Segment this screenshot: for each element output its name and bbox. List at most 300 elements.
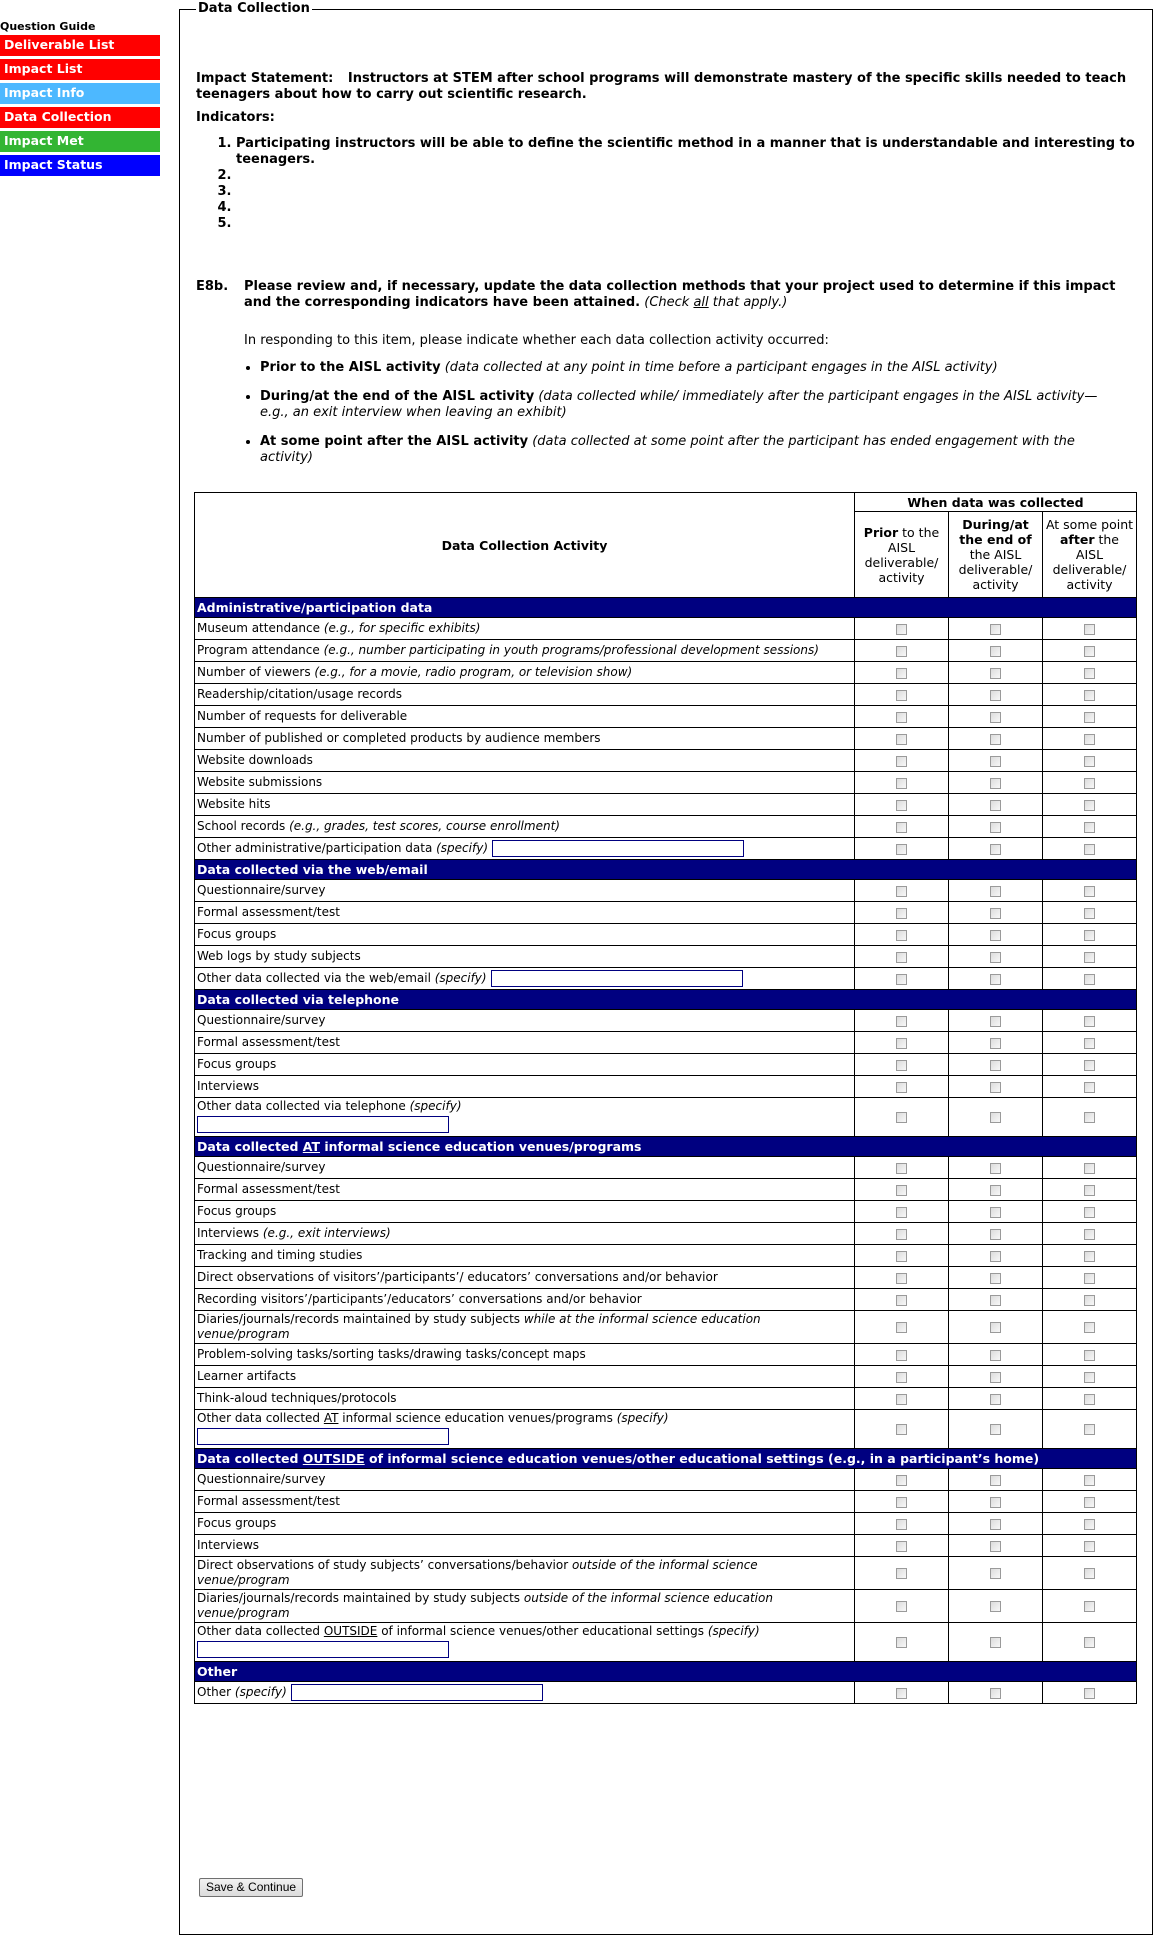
checkbox-prior[interactable] <box>896 1475 907 1486</box>
checkbox-cell-after <box>1043 902 1137 924</box>
checkbox-cell-prior <box>855 1513 949 1535</box>
checkbox-after[interactable] <box>1084 1207 1095 1218</box>
checkbox-prior[interactable] <box>896 1082 907 1093</box>
table-row <box>195 1010 1137 1032</box>
table-row <box>195 1201 1137 1223</box>
checkbox-cell-after <box>1043 684 1137 706</box>
activity-label: School records (e.g., grades, test scores, course enrollment) <box>195 816 855 838</box>
activity-label: Focus groups <box>195 1054 855 1076</box>
checkbox-cell-after <box>1043 880 1137 902</box>
checkbox-cell-during <box>949 1513 1043 1535</box>
checkbox-cell-after <box>1043 1623 1137 1662</box>
checkbox-prior[interactable] <box>896 844 907 855</box>
activity-label: Direct observations of study subjects’ conversations/behavior outside of the informal science venue/program <box>195 1557 855 1590</box>
activity-label: Interviews <box>195 1535 855 1557</box>
activity-label: Interviews <box>195 1076 855 1098</box>
checkbox-during[interactable] <box>990 974 1001 985</box>
checkbox-cell-during <box>949 1410 1043 1449</box>
checkbox-cell-prior <box>855 1098 949 1137</box>
activity-label: Other data collected OUTSIDE of informal science venues/other educational settings (specify) <box>195 1623 855 1662</box>
checkbox-prior[interactable] <box>896 668 907 679</box>
checkbox-prior[interactable] <box>896 646 907 657</box>
checkbox-cell-after <box>1043 618 1137 640</box>
table-row <box>195 1267 1137 1289</box>
checkbox-cell-prior <box>855 1201 949 1223</box>
checkbox-after[interactable] <box>1084 690 1095 701</box>
table-row <box>195 1054 1137 1076</box>
checkbox-during[interactable] <box>990 844 1001 855</box>
checkbox-during[interactable] <box>990 1082 1001 1093</box>
checkbox-during[interactable] <box>990 1372 1001 1383</box>
checkbox-cell-prior <box>855 1410 949 1449</box>
checkbox-during[interactable] <box>990 668 1001 679</box>
checkbox-cell-during <box>949 1344 1043 1366</box>
table-row <box>195 816 1137 838</box>
checkbox-after[interactable] <box>1084 1688 1095 1699</box>
question-e8b <box>196 279 1136 479</box>
checkbox-after[interactable] <box>1084 1497 1095 1508</box>
checkbox-after[interactable] <box>1084 1251 1095 1262</box>
checkbox-cell-prior <box>855 838 949 860</box>
checkbox-prior[interactable] <box>896 1637 907 1648</box>
checkbox-after[interactable] <box>1084 646 1095 657</box>
checkbox-cell-after <box>1043 838 1137 860</box>
section-header-row <box>195 1137 1137 1157</box>
checkbox-during[interactable] <box>990 734 1001 745</box>
checkbox-prior[interactable] <box>896 1519 907 1530</box>
checkbox-cell-after <box>1043 1201 1137 1223</box>
checkbox-during[interactable] <box>990 1163 1001 1174</box>
question-guide-sidebar <box>0 20 165 176</box>
table-row <box>195 1157 1137 1179</box>
checkbox-cell-prior <box>855 684 949 706</box>
checkbox-cell-during <box>949 1311 1043 1344</box>
checkbox-cell-after <box>1043 1245 1137 1267</box>
checkbox-prior[interactable] <box>896 1322 907 1333</box>
activity-label: Questionnaire/survey <box>195 1469 855 1491</box>
checkbox-prior[interactable] <box>896 1350 907 1361</box>
checkbox-cell-during <box>949 794 1043 816</box>
checkbox-cell-after <box>1043 1010 1137 1032</box>
checkbox-cell-prior <box>855 794 949 816</box>
checkbox-prior[interactable] <box>896 1424 907 1435</box>
activity-label: Focus groups <box>195 1201 855 1223</box>
table-row <box>195 1245 1137 1267</box>
checkbox-cell-after <box>1043 1179 1137 1201</box>
checkbox-cell-prior <box>855 1557 949 1590</box>
checkbox-cell-after <box>1043 1157 1137 1179</box>
table-row <box>195 772 1137 794</box>
checkbox-prior[interactable] <box>896 1601 907 1612</box>
checkbox-cell-during <box>949 1682 1043 1704</box>
checkbox-cell-after <box>1043 728 1137 750</box>
checkbox-prior[interactable] <box>896 1273 907 1284</box>
section-header-row <box>195 1449 1137 1469</box>
checkbox-during[interactable] <box>990 1601 1001 1612</box>
table-row <box>195 794 1137 816</box>
checkbox-during[interactable] <box>990 1688 1001 1699</box>
checkbox-prior[interactable] <box>896 1541 907 1552</box>
checkbox-prior[interactable] <box>896 1251 907 1262</box>
checkbox-prior[interactable] <box>896 822 907 833</box>
specify-input[interactable] <box>197 1428 449 1445</box>
checkbox-prior[interactable] <box>896 1185 907 1196</box>
checkbox-after[interactable] <box>1084 778 1095 789</box>
checkbox-cell-prior <box>855 1179 949 1201</box>
checkbox-prior[interactable] <box>896 1497 907 1508</box>
checkbox-during[interactable] <box>990 646 1001 657</box>
sidebar-item-deliverable-list[interactable]: Deliverable List <box>0 35 160 56</box>
checkbox-cell-after <box>1043 1513 1137 1535</box>
checkbox-cell-during <box>949 880 1043 902</box>
checkbox-during[interactable] <box>990 624 1001 635</box>
checkbox-cell-prior <box>855 1590 949 1623</box>
section-header-row <box>195 598 1137 618</box>
checkbox-cell-during <box>949 1289 1043 1311</box>
checkbox-during[interactable] <box>990 1394 1001 1405</box>
specify-input[interactable] <box>197 1641 449 1658</box>
sidebar-item-impact-info[interactable]: Impact Info <box>0 83 160 104</box>
checkbox-cell-prior <box>855 618 949 640</box>
activity-label: Formal assessment/test <box>195 902 855 924</box>
checkbox-prior[interactable] <box>896 930 907 941</box>
checkbox-during[interactable] <box>990 1497 1001 1508</box>
checkbox-prior[interactable] <box>896 1295 907 1306</box>
checkbox-prior[interactable] <box>896 1207 907 1218</box>
activity-label: Web logs by study subjects <box>195 946 855 968</box>
table-row <box>195 618 1137 640</box>
checkbox-cell-prior <box>855 1311 949 1344</box>
checkbox-after[interactable] <box>1084 1163 1095 1174</box>
indicators-title: Indicators: <box>196 110 275 125</box>
checkbox-cell-during <box>949 728 1043 750</box>
sidebar-item-data-collection[interactable]: Data Collection <box>0 107 160 128</box>
checkbox-after[interactable] <box>1084 1082 1095 1093</box>
checkbox-cell-after <box>1043 772 1137 794</box>
checkbox-prior[interactable] <box>896 908 907 919</box>
checkbox-cell-prior <box>855 750 949 772</box>
checkbox-during[interactable] <box>990 1060 1001 1071</box>
specify-input[interactable] <box>291 1684 543 1701</box>
checkbox-cell-after <box>1043 1311 1137 1344</box>
checkbox-prior[interactable] <box>896 1688 907 1699</box>
checkbox-cell-during <box>949 1388 1043 1410</box>
checkbox-during[interactable] <box>990 1251 1001 1262</box>
checkbox-after[interactable] <box>1084 756 1095 767</box>
section-header-row <box>195 1662 1137 1682</box>
sidebar-item-impact-list[interactable]: Impact List <box>0 59 160 80</box>
checkbox-cell-during <box>949 946 1043 968</box>
checkbox-cell-during <box>949 816 1043 838</box>
sidebar-title: Question Guide <box>0 20 96 33</box>
checkbox-after[interactable] <box>1084 1475 1095 1486</box>
checkbox-cell-during <box>949 1098 1043 1137</box>
table-row <box>195 662 1137 684</box>
checkbox-prior[interactable] <box>896 974 907 985</box>
checkbox-prior[interactable] <box>896 1112 907 1123</box>
checkbox-after[interactable] <box>1084 974 1095 985</box>
table-row <box>195 968 1137 990</box>
checkbox-during[interactable] <box>990 778 1001 789</box>
checkbox-after[interactable] <box>1084 1541 1095 1552</box>
checkbox-during[interactable] <box>990 930 1001 941</box>
table-body <box>195 598 1137 1704</box>
sidebar-item-impact-status[interactable]: Impact Status <box>0 155 160 176</box>
checkbox-during[interactable] <box>990 1112 1001 1123</box>
checkbox-cell-during <box>949 1245 1043 1267</box>
checkbox-during[interactable] <box>990 1350 1001 1361</box>
indicators-list <box>196 136 1136 232</box>
table-row <box>195 1311 1137 1344</box>
save-continue-button[interactable]: Save & Continue <box>199 1878 303 1897</box>
checkbox-cell-prior <box>855 1076 949 1098</box>
checkbox-after[interactable] <box>1084 1016 1095 1027</box>
checkbox-after[interactable] <box>1084 1322 1095 1333</box>
checkbox-after[interactable] <box>1084 908 1095 919</box>
column-header-prior: Prior to the AISL deliverable/ activity <box>855 512 949 598</box>
checkbox-cell-after <box>1043 1289 1137 1311</box>
table-row <box>195 924 1137 946</box>
activity-label: Diaries/journals/records maintained by study subjects outside of the informal science education venue/program <box>195 1590 855 1623</box>
checkbox-cell-prior <box>855 1623 949 1662</box>
timing-definitions-list <box>244 360 1124 466</box>
checkbox-cell-after <box>1043 1535 1137 1557</box>
checkbox-after[interactable] <box>1084 1372 1095 1383</box>
checkbox-after[interactable] <box>1084 1038 1095 1049</box>
checkbox-prior[interactable] <box>896 1229 907 1240</box>
checkbox-cell-after <box>1043 1469 1137 1491</box>
checkbox-prior[interactable] <box>896 1568 907 1579</box>
checkbox-cell-during <box>949 618 1043 640</box>
checkbox-during[interactable] <box>990 1016 1001 1027</box>
specify-input[interactable] <box>197 1116 449 1133</box>
checkbox-during[interactable] <box>990 1541 1001 1552</box>
question-hint: (Check all that apply.) <box>644 295 788 310</box>
checkbox-after[interactable] <box>1084 1295 1095 1306</box>
activity-label: Think-aloud techniques/protocols <box>195 1388 855 1410</box>
impact-statement <box>196 71 1136 103</box>
checkbox-cell-during <box>949 706 1043 728</box>
checkbox-cell-after <box>1043 1491 1137 1513</box>
checkbox-after[interactable] <box>1084 952 1095 963</box>
table-row <box>195 880 1137 902</box>
checkbox-during[interactable] <box>990 1273 1001 1284</box>
checkbox-cell-during <box>949 750 1043 772</box>
checkbox-prior[interactable] <box>896 800 907 811</box>
checkbox-after[interactable] <box>1084 800 1095 811</box>
table-row <box>195 902 1137 924</box>
checkbox-cell-after <box>1043 1388 1137 1410</box>
checkbox-during[interactable] <box>990 690 1001 701</box>
checkbox-during[interactable] <box>990 822 1001 833</box>
section-header-row <box>195 860 1137 880</box>
checkbox-cell-during <box>949 968 1043 990</box>
checkbox-during[interactable] <box>990 1475 1001 1486</box>
checkbox-prior[interactable] <box>896 756 907 767</box>
checkbox-during[interactable] <box>990 1229 1001 1240</box>
checkbox-cell-after <box>1043 1557 1137 1590</box>
checkbox-cell-during <box>949 640 1043 662</box>
checkbox-during[interactable] <box>990 908 1001 919</box>
checkbox-prior[interactable] <box>896 712 907 723</box>
checkbox-prior[interactable] <box>896 1394 907 1405</box>
checkbox-cell-after <box>1043 1267 1137 1289</box>
checkbox-cell-prior <box>855 1535 949 1557</box>
checkbox-cell-after <box>1043 1076 1137 1098</box>
checkbox-during[interactable] <box>990 952 1001 963</box>
checkbox-cell-prior <box>855 1223 949 1245</box>
checkbox-cell-during <box>949 1535 1043 1557</box>
checkbox-during[interactable] <box>990 756 1001 767</box>
checkbox-after[interactable] <box>1084 1229 1095 1240</box>
activity-label: Questionnaire/survey <box>195 1010 855 1032</box>
activity-label: Tracking and timing studies <box>195 1245 855 1267</box>
checkbox-cell-after <box>1043 1223 1137 1245</box>
section-title: Data collected OUTSIDE of informal science education venues/other educational settings (e.g., in a participant’s home) <box>195 1449 1137 1469</box>
checkbox-cell-after <box>1043 924 1137 946</box>
indicator-item <box>236 184 1136 200</box>
checkbox-prior[interactable] <box>896 734 907 745</box>
checkbox-cell-during <box>949 924 1043 946</box>
impact-statement-text: Instructors at STEM after school programs will demonstrate mastery of the specific skills needed to teach teenagers about how to carry out scientific research. <box>196 71 1127 102</box>
checkbox-cell-prior <box>855 816 949 838</box>
table-row <box>195 706 1137 728</box>
checkbox-during[interactable] <box>990 1185 1001 1196</box>
checkbox-prior[interactable] <box>896 952 907 963</box>
checkbox-after[interactable] <box>1084 1424 1095 1435</box>
column-header-during: During/at the end of the AISL deliverable/ activity <box>949 512 1043 598</box>
table-row <box>195 838 1137 860</box>
checkbox-cell-after <box>1043 750 1137 772</box>
checkbox-cell-during <box>949 1010 1043 1032</box>
activity-label: Other (specify) <box>195 1682 855 1704</box>
checkbox-after[interactable] <box>1084 1060 1095 1071</box>
checkbox-after[interactable] <box>1084 1519 1095 1530</box>
checkbox-after[interactable] <box>1084 668 1095 679</box>
checkbox-prior[interactable] <box>896 1163 907 1174</box>
checkbox-prior[interactable] <box>896 1060 907 1071</box>
section-title: Data collected via telephone <box>195 990 1137 1010</box>
checkbox-prior[interactable] <box>896 1016 907 1027</box>
question-prompt: Please review and, if necessary, update the data collection methods that your project used to determine if this impact and the corresponding indicators have been attained. <box>244 279 1116 310</box>
checkbox-during[interactable] <box>990 1637 1001 1648</box>
checkbox-cell-prior <box>855 924 949 946</box>
table-row <box>195 1535 1137 1557</box>
timing-definition-item: • Prior to the AISL activity (data collected at any point in time before a participant engages in the AISL activity) <box>260 360 1124 376</box>
checkbox-after[interactable] <box>1084 712 1095 723</box>
fieldset-legend: Data Collection <box>198 1 310 16</box>
checkbox-after[interactable] <box>1084 624 1095 635</box>
checkbox-cell-after <box>1043 1032 1137 1054</box>
activity-label: Problem-solving tasks/sorting tasks/drawing tasks/concept maps <box>195 1344 855 1366</box>
checkbox-after[interactable] <box>1084 822 1095 833</box>
checkbox-prior[interactable] <box>896 690 907 701</box>
activity-label: Website downloads <box>195 750 855 772</box>
checkbox-cell-prior <box>855 946 949 968</box>
checkbox-after[interactable] <box>1084 1273 1095 1284</box>
checkbox-cell-after <box>1043 1590 1137 1623</box>
activity-label: Diaries/journals/records maintained by study subjects while at the informal science education venue/program <box>195 1311 855 1344</box>
checkbox-after[interactable] <box>1084 886 1095 897</box>
checkbox-prior[interactable] <box>896 1372 907 1383</box>
sidebar-item-impact-met[interactable]: Impact Met <box>0 131 160 152</box>
checkbox-cell-prior <box>855 1245 949 1267</box>
question-intro: In responding to this item, please indicate whether each data collection activity occurred: <box>244 333 829 348</box>
checkbox-during[interactable] <box>990 1038 1001 1049</box>
data-collection-table <box>194 492 1137 1704</box>
checkbox-cell-during <box>949 838 1043 860</box>
specify-input[interactable] <box>492 840 744 857</box>
checkbox-after[interactable] <box>1084 1568 1095 1579</box>
checkbox-cell-prior <box>855 1157 949 1179</box>
checkbox-during[interactable] <box>990 1519 1001 1530</box>
checkbox-after[interactable] <box>1084 1112 1095 1123</box>
checkbox-cell-prior <box>855 640 949 662</box>
checkbox-cell-prior <box>855 706 949 728</box>
table-row <box>195 1557 1137 1590</box>
checkbox-cell-after <box>1043 794 1137 816</box>
checkbox-after[interactable] <box>1084 1185 1095 1196</box>
checkbox-prior[interactable] <box>896 778 907 789</box>
checkbox-cell-during <box>949 662 1043 684</box>
checkbox-after[interactable] <box>1084 1350 1095 1361</box>
checkbox-after[interactable] <box>1084 1637 1095 1648</box>
checkbox-after[interactable] <box>1084 1601 1095 1612</box>
checkbox-after[interactable] <box>1084 844 1095 855</box>
table-row <box>195 1032 1137 1054</box>
activity-label: Focus groups <box>195 924 855 946</box>
checkbox-during[interactable] <box>990 712 1001 723</box>
activity-label: Website submissions <box>195 772 855 794</box>
table-row <box>195 1223 1137 1245</box>
checkbox-cell-during <box>949 1469 1043 1491</box>
checkbox-during[interactable] <box>990 1295 1001 1306</box>
checkbox-during[interactable] <box>990 1568 1001 1579</box>
checkbox-during[interactable] <box>990 800 1001 811</box>
table-row <box>195 1289 1137 1311</box>
checkbox-prior[interactable] <box>896 886 907 897</box>
activity-label: Formal assessment/test <box>195 1179 855 1201</box>
activity-label: Readership/citation/usage records <box>195 684 855 706</box>
checkbox-cell-prior <box>855 1388 949 1410</box>
checkbox-during[interactable] <box>990 1207 1001 1218</box>
checkbox-after[interactable] <box>1084 734 1095 745</box>
checkbox-cell-during <box>949 1054 1043 1076</box>
checkbox-during[interactable] <box>990 1424 1001 1435</box>
checkbox-cell-after <box>1043 1344 1137 1366</box>
checkbox-after[interactable] <box>1084 930 1095 941</box>
checkbox-prior[interactable] <box>896 1038 907 1049</box>
checkbox-cell-during <box>949 1623 1043 1662</box>
table-row <box>195 1513 1137 1535</box>
checkbox-during[interactable] <box>990 1322 1001 1333</box>
checkbox-after[interactable] <box>1084 1394 1095 1405</box>
when-collected-header: When data was collected <box>855 493 1137 512</box>
timing-definition-item: • During/at the end of the AISL activity (data collected while/ immediately after the participant engages in the AISL activity—e.g., an exit interview when leaving an exhibit) <box>260 389 1124 421</box>
checkbox-cell-after <box>1043 946 1137 968</box>
checkbox-during[interactable] <box>990 886 1001 897</box>
activity-label: Other data collected via the web/email (specify) <box>195 968 855 990</box>
table-row <box>195 1682 1137 1704</box>
checkbox-cell-during <box>949 772 1043 794</box>
impact-statement-label: Impact Statement: <box>196 71 334 86</box>
checkbox-cell-prior <box>855 1289 949 1311</box>
activity-label: Recording visitors’/participants’/educators’ conversations and/or behavior <box>195 1289 855 1311</box>
specify-input[interactable] <box>491 970 743 987</box>
activity-label: Other data collected AT informal science education venues/programs (specify) <box>195 1410 855 1449</box>
checkbox-cell-during <box>949 1491 1043 1513</box>
checkbox-prior[interactable] <box>896 624 907 635</box>
